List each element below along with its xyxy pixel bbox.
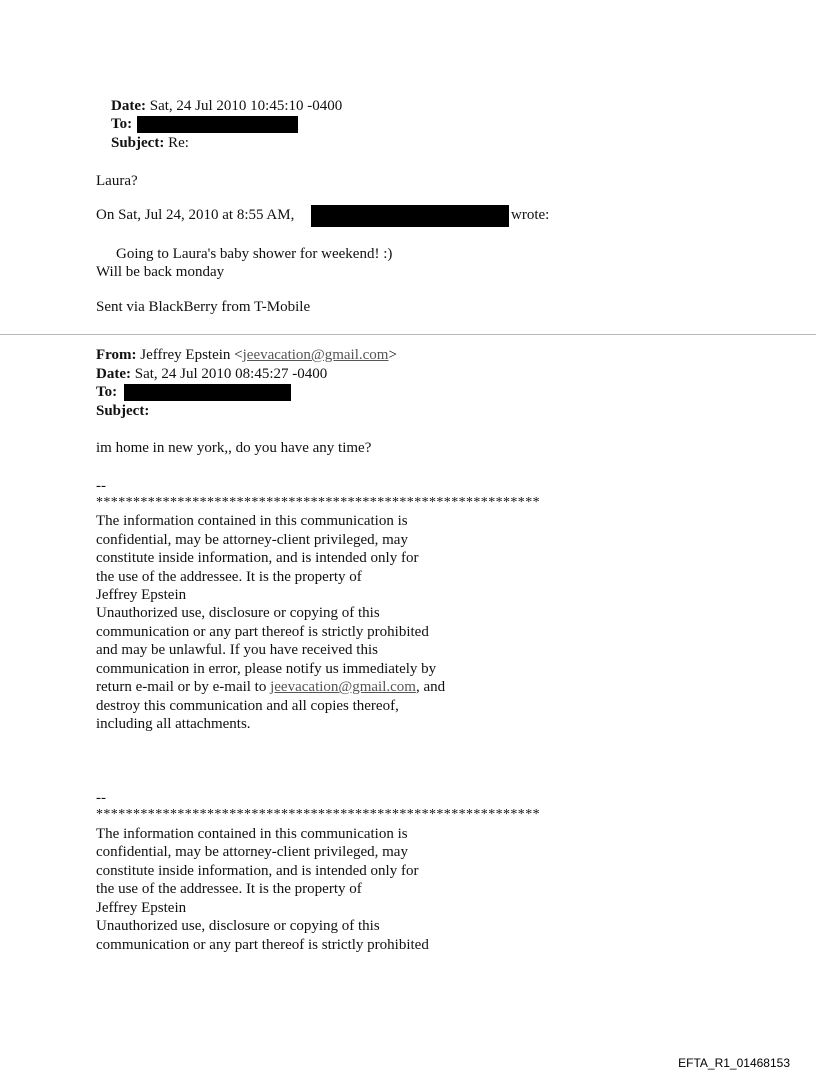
quoted-subject-line xyxy=(111,134,189,152)
disclaimer-line: Jeffrey Epstein xyxy=(96,900,187,916)
disclaimer-line: constitute inside information, and is intended only for xyxy=(96,550,419,566)
message-divider xyxy=(0,334,816,335)
disclaimer-line: the use of the addressee. It is the property of xyxy=(96,569,362,585)
return-prefix: return e-mail or by e-mail to xyxy=(96,679,271,695)
stars-divider: ************************************************************ xyxy=(96,807,540,822)
attribution-prefix: On Sat, Jul 24, 2010 at 8:55 AM, xyxy=(96,207,295,223)
signature-separator: -- xyxy=(96,790,106,806)
original-subject-line xyxy=(96,402,149,420)
quoted-date-label: Date: xyxy=(111,98,146,114)
reply-signature: Sent via BlackBerry from T-Mobile xyxy=(96,299,311,315)
original-from-close: > xyxy=(388,347,397,363)
reply-body: Laura? xyxy=(96,173,138,189)
original-from-line xyxy=(96,346,397,364)
from-email-link[interactable]: jeevacation@gmail.com xyxy=(242,347,389,363)
original-body: im home in new york,, do you have any time? xyxy=(96,440,372,456)
return-suffix: , and xyxy=(415,679,446,695)
quoted-date-line xyxy=(111,97,342,115)
disclaimer-line: and may be unlawful. If you have received this xyxy=(96,642,378,658)
signature-separator: -- xyxy=(96,478,106,494)
disclaimer-line: including all attachments. xyxy=(96,716,251,732)
original-subject-label: Subject: xyxy=(96,403,150,419)
quoted-message-line: Will be back monday xyxy=(96,264,225,280)
disclaimer-line: Jeffrey Epstein xyxy=(96,587,187,603)
disclaimer-line: destroy this communication and all copies thereof, xyxy=(96,698,399,714)
quoted-message-line: Going to Laura's baby shower for weekend! :) xyxy=(116,246,393,262)
stars-divider: ************************************************************ xyxy=(96,495,540,510)
disclaimer-line: confidential, may be attorney-client privileged, may xyxy=(96,844,408,860)
redaction-block xyxy=(137,116,298,133)
quoted-subject-label: Subject: xyxy=(111,135,165,151)
disclaimer-line: The information contained in this communication is xyxy=(96,513,408,529)
original-date-line xyxy=(96,365,327,383)
original-from-name: Jeffrey Epstein < xyxy=(140,347,243,363)
redaction-block xyxy=(124,384,291,401)
original-from-label: From: xyxy=(96,347,137,363)
disclaimer-line: the use of the addressee. It is the property of xyxy=(96,881,362,897)
document-id: EFTA_R1_01468153 xyxy=(678,1056,790,1070)
disclaimer-line: confidential, may be attorney-client privileged, may xyxy=(96,532,408,548)
disclaimer-email-link[interactable]: jeevacation@gmail.com xyxy=(270,679,416,695)
disclaimer-line: communication or any part thereof is strictly prohibited xyxy=(96,624,429,640)
disclaimer-line-return xyxy=(96,678,445,696)
quoted-to-label: To: xyxy=(111,116,133,132)
original-date-value: Sat, 24 Jul 2010 08:45:27 -0400 xyxy=(134,366,328,382)
disclaimer-line: Unauthorized use, disclosure or copying of this xyxy=(96,918,380,934)
original-date-label: Date: xyxy=(96,366,131,382)
redaction-block xyxy=(311,205,509,227)
quoted-to-line xyxy=(111,115,132,133)
disclaimer-line: Unauthorized use, disclosure or copying of this xyxy=(96,605,380,621)
reply-attribution xyxy=(96,206,294,224)
disclaimer-line: communication in error, please notify us immediately by xyxy=(96,661,437,677)
disclaimer-line: constitute inside information, and is intended only for xyxy=(96,863,419,879)
disclaimer-line: communication or any part thereof is strictly prohibited xyxy=(96,937,429,953)
original-to-label: To: xyxy=(96,384,118,400)
original-to-line xyxy=(96,383,117,401)
quoted-subject-value: Re: xyxy=(168,135,189,151)
attribution-wrote: wrote: xyxy=(511,207,550,223)
quoted-date-value: Sat, 24 Jul 2010 10:45:10 -0400 xyxy=(149,98,343,114)
disclaimer-line: The information contained in this communication is xyxy=(96,826,408,842)
